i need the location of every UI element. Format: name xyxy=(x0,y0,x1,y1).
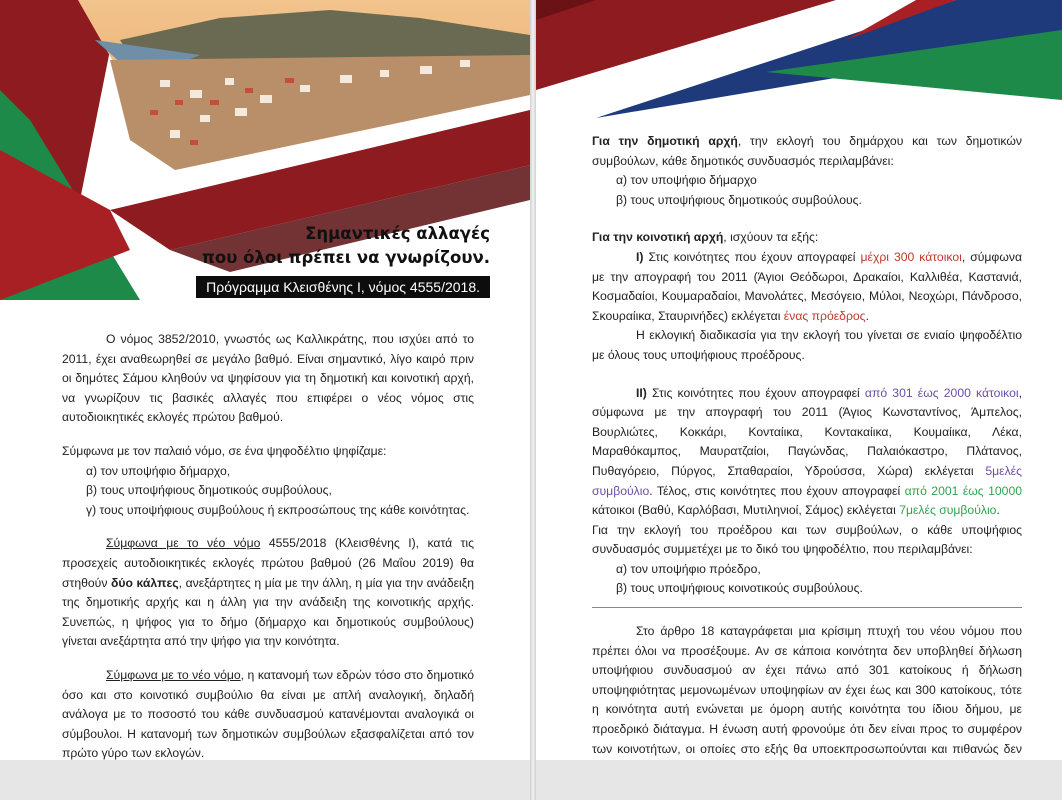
old-law-item: α) τον υποψήφιο δήμαρχο, xyxy=(86,463,231,478)
municipal-lead: Για την δημοτική αρχή xyxy=(592,134,738,148)
municipal-paragraph: Για την δημοτική αρχή, την εκλογή του δημάρχου και των δημοτικών συμβούλων, κάθε δημοτικός συνδυασμός περιλαμβάνει: xyxy=(592,134,1022,168)
headline-block xyxy=(196,222,490,298)
section-1-procedure: Η εκλογική διαδικασία για την εκλογή του γίνεται σε ενιαίο ψηφοδέλτιο με όλους τους υποψήφιους προέδρους. xyxy=(592,328,1022,362)
municipal-item: β) τους υποψήφιους δημοτικούς συμβούλους. xyxy=(616,192,862,207)
community-lead: Για την κοινοτική αρχή xyxy=(592,230,724,245)
old-law-item: β) τους υποψήφιους δημοτικούς συμβούλους, xyxy=(86,483,332,498)
highlight-7-member: 7μελές συμβούλιο xyxy=(899,503,997,518)
highlight-5-member: 5μελές συμβούλιο xyxy=(592,463,1022,498)
program-banner: Πρόγραμμα Κλεισθένης Ι, νόμος 4555/2018. xyxy=(196,276,490,298)
highlight-301-2000: από 301 έως 2000 κάτοικοι xyxy=(864,385,1019,400)
highlight-2001-10000: από 2001 έως 10000 xyxy=(904,483,1022,498)
highlight-one-president: ένας πρόεδρος xyxy=(783,308,866,323)
section-2-paragraph: ΙΙ) Στις κοινότητες που έχουν απογραφεί από 301 έως 2000 κάτοικοι, σύμφωνα με την απογραφή του 2011 (Άγιος Κωνσταντίνος, Άμπελος, Βουρλιώτες, Κοκκάρι, Κονταίικα, Κοντακαίικα, Κουμαίικα, Λέκα, Μαραθόκαμπος, Μαυρατζαίοι, Παγώνδας, Παλαιόκαστρο, Πλάτανος, Πυθαγόρειο, Πύργος, Σπαθαραίοι, Υδρούσσα, Χώρα) εκλέγεται 5μελές συμβούλιο. Τέλος, στις κοινότητες που έχουν απογραφεί από 2001 έως 10000 κάτοικοι (Βαθύ, Καρλόβασι, Μυτιληνιοί, Σάμος) εκλέγεται 7μελές συμβούλιο. xyxy=(592,385,1022,518)
right-body xyxy=(592,132,1022,798)
community-item: α) τον υποψήφιο πρόεδρο, xyxy=(616,561,761,576)
article-18-paragraph: Στο άρθρο 18 καταγράφεται μια κρίσιμη πτυχή του νέου νόμου που πρέπει όλοι να προσέξουμε. Αν σε κάποια κοινότητα δεν υποβληθεί δήλωση υποψήφιου συνδυασμού αν έχει πάνω από 301 κατοίκους ή δήλωση υποψηφιότητας μεμονωμένων υποψηφίων αν έχει έως και 300 κατοίκους, τότε η κοινότητα αυτή ενώνεται με όμορη αυτής κοινότητα του ίδιου δήμου, με προεδρικό διάταγμα. Η ένωση αυτή φρονούμε ότι δεν είναι προς το συμφέρον των κοινοτήτων, οι οποίες στο εξής θα υποεκπροσωπούνται και πιθανώς δεν xyxy=(592,624,1022,756)
new-law-label: Σύμφωνα με το νέο νόμο xyxy=(106,536,261,551)
section-2-ballot: Για την εκλογή του προέδρου και των συμβούλων, ο κάθε υποψήφιος συνδυασμός συμμετέχει με το δικό του ψηφοδέλτιο, που περιλαμβάνει: xyxy=(592,522,1022,557)
right-footer-band xyxy=(536,760,1062,800)
two-ballot-boxes: δύο κάλπες xyxy=(111,575,179,590)
left-page xyxy=(0,0,530,800)
municipal-item: α) τον υποψήφιο δήμαρχο xyxy=(616,173,757,188)
community-item: β) τους υποψήφιους κοινοτικούς συμβούλους. xyxy=(616,581,863,596)
town-photo-icon xyxy=(0,0,530,215)
right-page xyxy=(536,0,1062,800)
headline-line-1: Σημαντικές αλλαγές xyxy=(305,224,490,243)
left-body xyxy=(62,330,474,764)
right-decoration xyxy=(536,0,1062,125)
headline-line-2: που όλοι πρέπει να γνωρίζουν. xyxy=(201,248,490,267)
divider xyxy=(592,607,1022,608)
intro-paragraph: Ο νόμος 3852/2010, γνωστός ως Καλλικράτης, που ισχύει από το 2011, έχει αναθεωρηθεί σε μεγάλο βαθμό. Είναι σημαντικό, λίγο καιρό πριν οι δημότες Σάμου κληθούν να ψηφίσουν για τη δημοτική και κοινοτική αρχή, να γνωρίζουν τις βασικές αλλαγές που επιφέρει ο νέος νόμος στις αυτοδιοικητικές εκλογές πρώτου βαθμού. xyxy=(62,332,474,425)
left-footer-band xyxy=(0,760,530,800)
new-law-paragraph-2: Σύμφωνα με το νέο νόμο, η κατανομή των εδρών τόσο στο δημοτικό όσο και στο κοινοτικό συμβούλιο θα είναι με απλή αναλογική, δηλαδή ανάλογα με το ποσοστό του κάθε συνδυασμού κατανέμονται αναλογικά οι σύμβουλοι. Η κατανομή των δημοτικών συμβούλων εξασφαλίζεται από τον πρώτο γύρο των εκλογών. xyxy=(62,667,474,761)
highlight-up-to-300: μέχρι 300 κάτοικοι xyxy=(860,249,962,264)
community-paragraph: Για την κοινοτική αρχή, ισχύουν τα εξής: xyxy=(592,230,819,245)
old-law-item: γ) τους υποψήφιους συμβούλους ή εκπροσώπους της κάθε κοινότητας. xyxy=(86,502,470,517)
new-law-paragraph-1: Σύμφωνα με το νέο νόμο 4555/2018 (Κλεισθένης Ι), κατά τις προσεχείς αυτοδιοικητικές εκλογές πρώτου βαθμού (26 Μαΐου 2019) θα στηθούν δύο κάλπες, ανεξάρτητες η μία με την άλλη, η μία για την ανάδειξη της δημοτικής αρχής και η άλλη για την ανάδειξη της κοινοτικής αρχής. Συνεπώς, η ψήφος για το δήμο (δήμαρχο και δημοτικούς συμβούλους) γίνεται ανεξάρτητα από την ψήφο για την κοινότητα. xyxy=(62,536,474,649)
section-1-paragraph: Ι) Στις κοινότητες που έχουν απογραφεί μέχρι 300 κάτοικοι, σύμφωνα με την απογραφή του 2011 (Άγιοι Θεόδωροι, Δρακαίοι, Καλλιθέα, Καστανιά, Κοσμαδαίοι, Κουμαραδαίοι, Μανολάτες, Μεσόγειο, Μύλοι, Νεοχώρι, Πάνδροσο, Σκουραίικα, Σταυρινήδες) εκλέγεται ένας πρόεδρος. xyxy=(592,249,1022,323)
new-law-label: Σύμφωνα με το νέο νόμο xyxy=(106,667,241,682)
old-law-intro: Σύμφωνα με τον παλαιό νόμο, σε ένα ψηφοδέλτιο ψηφίζαμε: xyxy=(62,443,387,458)
